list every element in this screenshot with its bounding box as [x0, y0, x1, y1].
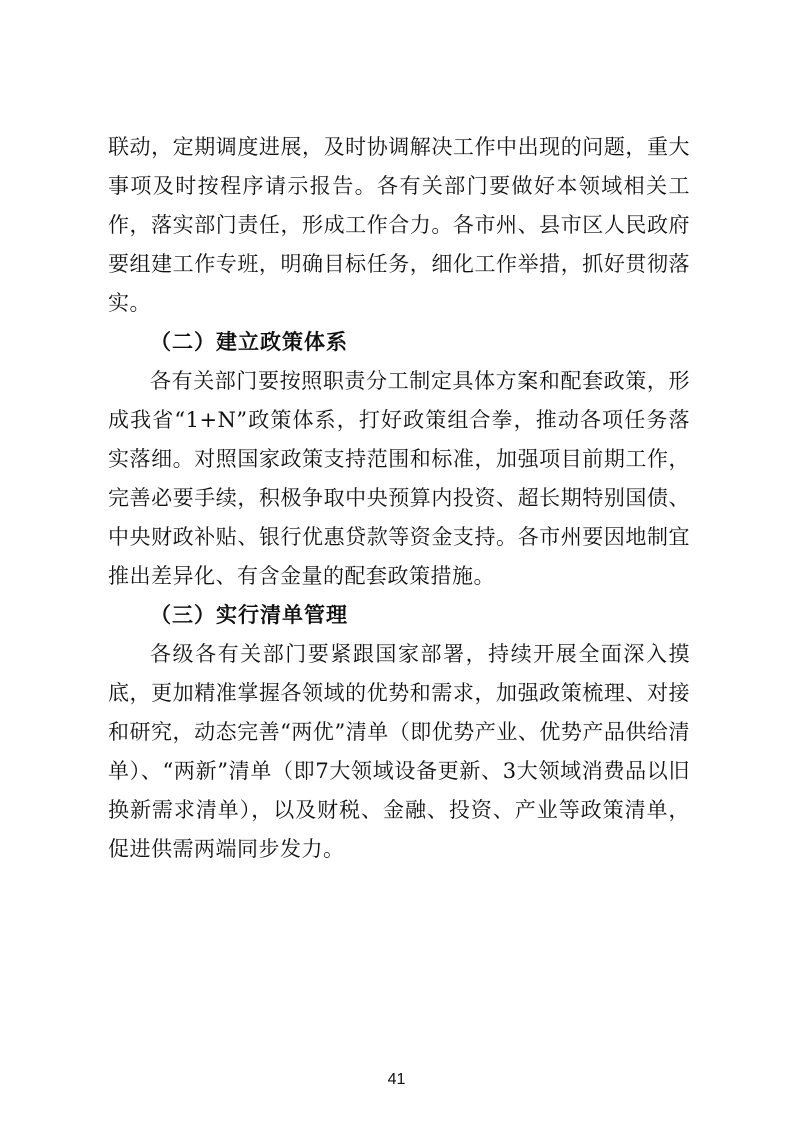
- paragraph-list-management: 各级各有关部门要紧跟国家部署，持续开展全面深入摸底，更加精准掌握各领域的优势和需求，加强政策梳理、对接和研究，动态完善“两优”清单（即优势产业、优势产品供给清单）、“两新”清单（即7大领域设备更新、3大领域消费品以旧换新需求清单），以及财税、金融、投资、产业等政策清单，促进供需两端同步发力。: [108, 642, 690, 861]
- paragraph-coordination: 联动，定期调度进展，及时协调解决工作中出现的问题，重大事项及时按程序请示报告。各有关部门要做好本领域相关工作，落实部门责任，形成工作合力。各市州、县市区人民政府要组建工作专班，明确目标任务，细化工作举措，抓好贯彻落实。: [108, 135, 690, 315]
- document-body: [108, 128, 690, 869]
- section-heading-policy-system: （二）建立政策体系: [150, 330, 348, 354]
- page-number: 41: [387, 1071, 406, 1088]
- paragraph-policy-system: 各有关部门要按照职责分工制定具体方案和配套政策，形成我省“1+N”政策体系，打好政策组合拳，推动各项任务落实落细。对照国家政策支持范围和标准，加强项目前期工作，完善必要手续，积极争取中央预算内投资、超长期特别国债、中央财政补贴、银行优惠贷款等资金支持。各市州要因地制宜推出差异化、有含金量的配套政策措施。: [108, 369, 690, 588]
- section-heading-list-management: （三）实行清单管理: [150, 603, 348, 627]
